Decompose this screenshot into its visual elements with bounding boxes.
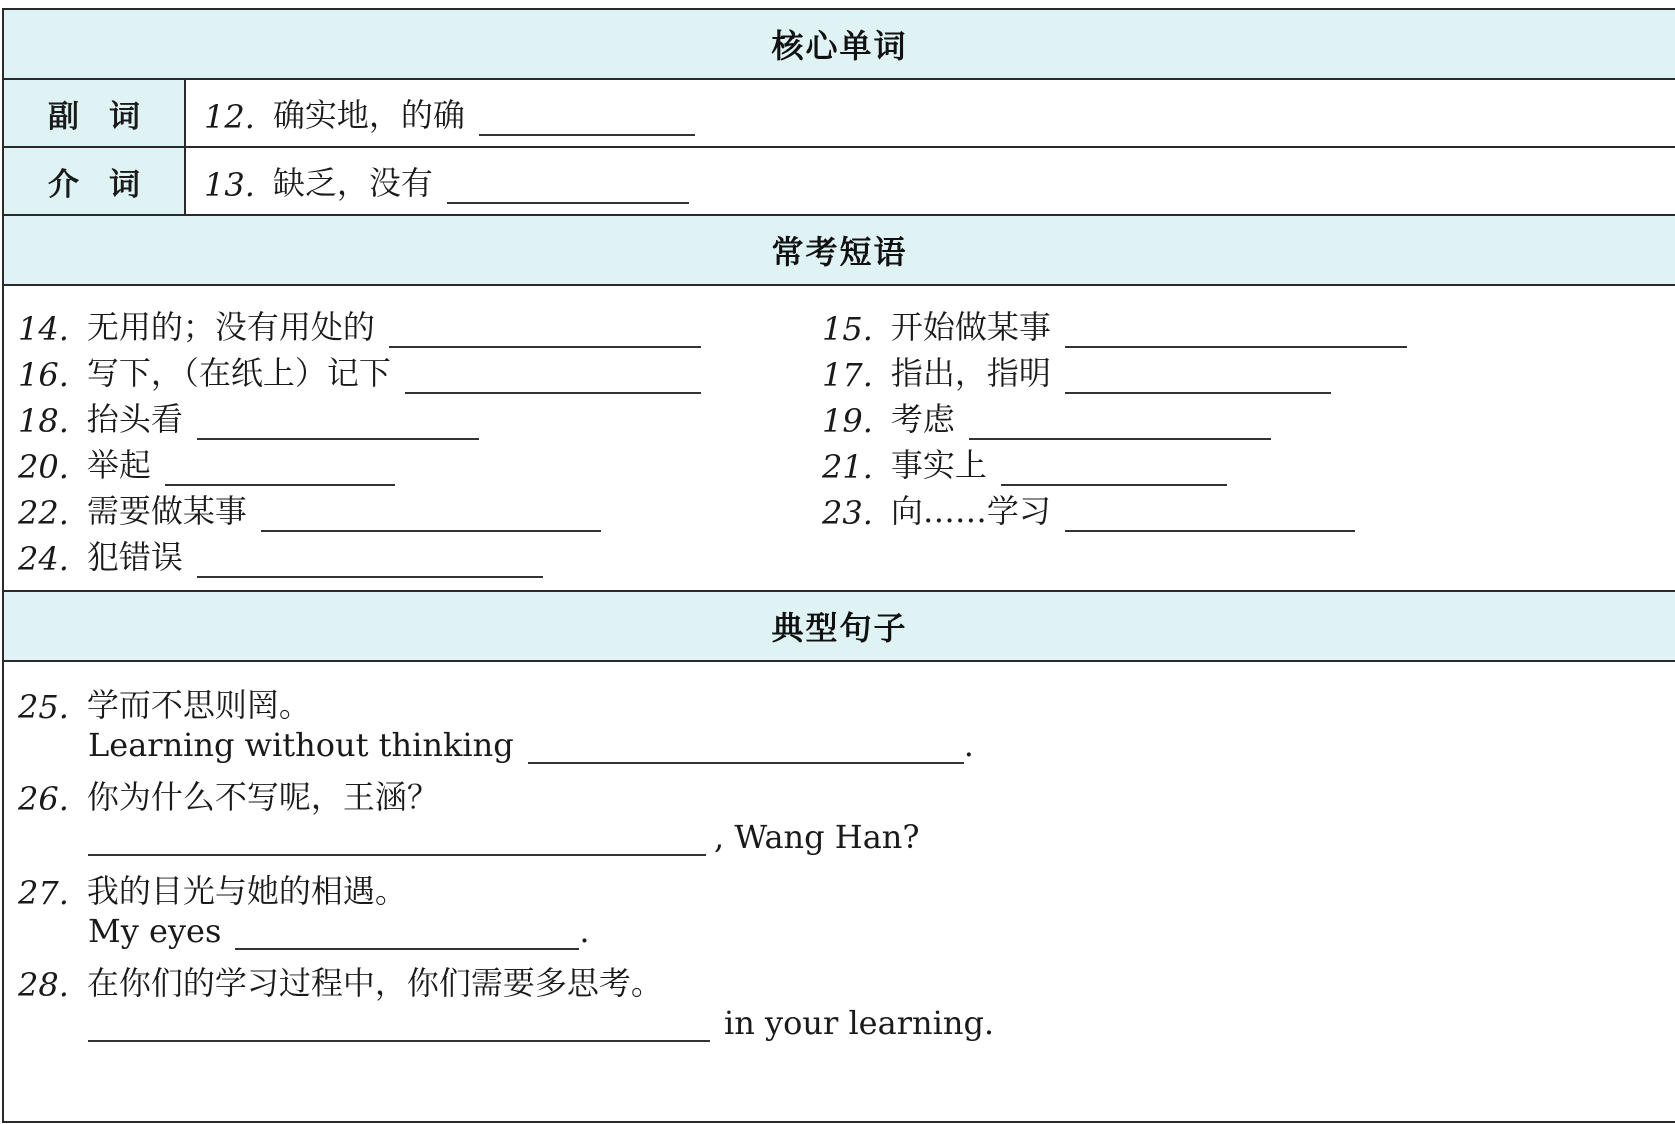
answer-blank[interactable]: [88, 1014, 710, 1042]
item-number: 21.: [822, 448, 873, 486]
item-number: 26.: [18, 780, 69, 818]
sentence-english-suffix: , Wang Han?: [714, 818, 920, 856]
sentence-english-line: [88, 1004, 994, 1042]
item-number: 14.: [18, 310, 69, 348]
phrases-zone: [4, 286, 1675, 592]
answer-blank[interactable]: [1065, 320, 1407, 348]
section-header-core-words: [4, 10, 1675, 80]
item-number: 20.: [18, 448, 69, 486]
phrase-item: [18, 486, 601, 532]
item-prompt: 举起: [86, 446, 151, 484]
answer-blank[interactable]: [479, 108, 695, 136]
sentence-english-line: [88, 726, 974, 764]
sentence-english-suffix: .: [963, 726, 974, 764]
phrase-item: [822, 440, 1227, 486]
item-number: 16.: [18, 356, 69, 394]
item-prompt: 向……学习: [890, 492, 1051, 530]
row-content: [186, 90, 695, 136]
answer-blank[interactable]: [165, 458, 395, 486]
section-header-phrases: [4, 216, 1675, 286]
item-number: 23.: [822, 494, 873, 532]
item-prompt: 抬头看: [86, 400, 183, 438]
sentence-item: [18, 866, 407, 912]
item-prompt: 考虑: [890, 400, 955, 438]
item-number: 15.: [822, 310, 873, 348]
item-prompt: 指出，指明: [890, 354, 1051, 392]
item-number: 27.: [18, 874, 69, 912]
section-title: 核心单词: [771, 27, 908, 65]
phrase-item: [18, 394, 479, 440]
sentence-english-line: [88, 818, 920, 856]
sentence-english-suffix: in your learning.: [724, 1004, 995, 1042]
answer-blank[interactable]: [197, 550, 543, 578]
core-word-row: [4, 80, 1675, 148]
answer-blank[interactable]: [1001, 458, 1227, 486]
answer-blank[interactable]: [405, 366, 701, 394]
phrase-item: [822, 302, 1407, 348]
item-number: 12.: [204, 98, 255, 136]
phrase-item: [822, 348, 1331, 394]
item-number: 24.: [18, 540, 69, 578]
phrase-item: [822, 486, 1355, 532]
item-prompt: 写下，（在纸上）记下: [86, 354, 391, 392]
sentence-english-suffix: .: [579, 912, 590, 950]
answer-blank[interactable]: [528, 736, 964, 764]
sentence-item: [18, 772, 439, 818]
section-title: 典型句子: [771, 609, 908, 647]
phrase-item: [18, 348, 701, 394]
row-content: [186, 158, 689, 204]
row-label: 副词: [4, 80, 186, 146]
item-prompt: 事实上: [890, 446, 987, 484]
item-number: 13.: [204, 166, 255, 204]
answer-blank[interactable]: [197, 412, 479, 440]
item-number: 18.: [18, 402, 69, 440]
sentence-item: [18, 958, 663, 1004]
phrase-item: [18, 440, 395, 486]
worksheet-table: [2, 8, 1675, 1123]
item-prompt: 确实地，的确: [272, 96, 465, 134]
answer-blank[interactable]: [969, 412, 1271, 440]
answer-blank[interactable]: [1065, 504, 1355, 532]
phrase-item: [18, 302, 701, 348]
item-prompt: 缺乏，没有: [272, 164, 433, 202]
sentences-zone: [4, 662, 1675, 1121]
section-header-sentences: [4, 592, 1675, 662]
phrase-item: [822, 394, 1271, 440]
item-prompt: 需要做某事: [86, 492, 247, 530]
answer-blank[interactable]: [1065, 366, 1331, 394]
section-title: 常考短语: [771, 233, 908, 271]
item-number: 19.: [822, 402, 873, 440]
item-prompt: 开始做某事: [890, 308, 1051, 346]
row-label: 介词: [4, 148, 186, 214]
sentence-english-prefix: My eyes: [88, 912, 222, 950]
sentence-english-prefix: Learning without thinking: [88, 726, 514, 764]
sentence-chinese: 我的目光与她的相遇。: [86, 872, 407, 910]
answer-blank[interactable]: [235, 922, 579, 950]
answer-blank[interactable]: [447, 176, 689, 204]
item-number: 17.: [822, 356, 873, 394]
core-word-row: [4, 148, 1675, 216]
phrase-item: [18, 532, 543, 578]
sentence-chinese: 在你们的学习过程中，你们需要多思考。: [86, 964, 663, 1002]
sentence-chinese: 学而不思则罔。: [86, 686, 311, 724]
item-prompt: 无用的；没有用处的: [86, 308, 375, 346]
item-prompt: 犯错误: [86, 538, 183, 576]
item-number: 25.: [18, 688, 69, 726]
answer-blank[interactable]: [389, 320, 701, 348]
item-number: 28.: [18, 966, 69, 1004]
sentence-english-line: [88, 912, 590, 950]
sentence-chinese: 你为什么不写呢，王涵？: [86, 778, 439, 816]
answer-blank[interactable]: [261, 504, 601, 532]
item-number: 22.: [18, 494, 69, 532]
answer-blank[interactable]: [88, 828, 706, 856]
sentence-item: [18, 680, 311, 726]
